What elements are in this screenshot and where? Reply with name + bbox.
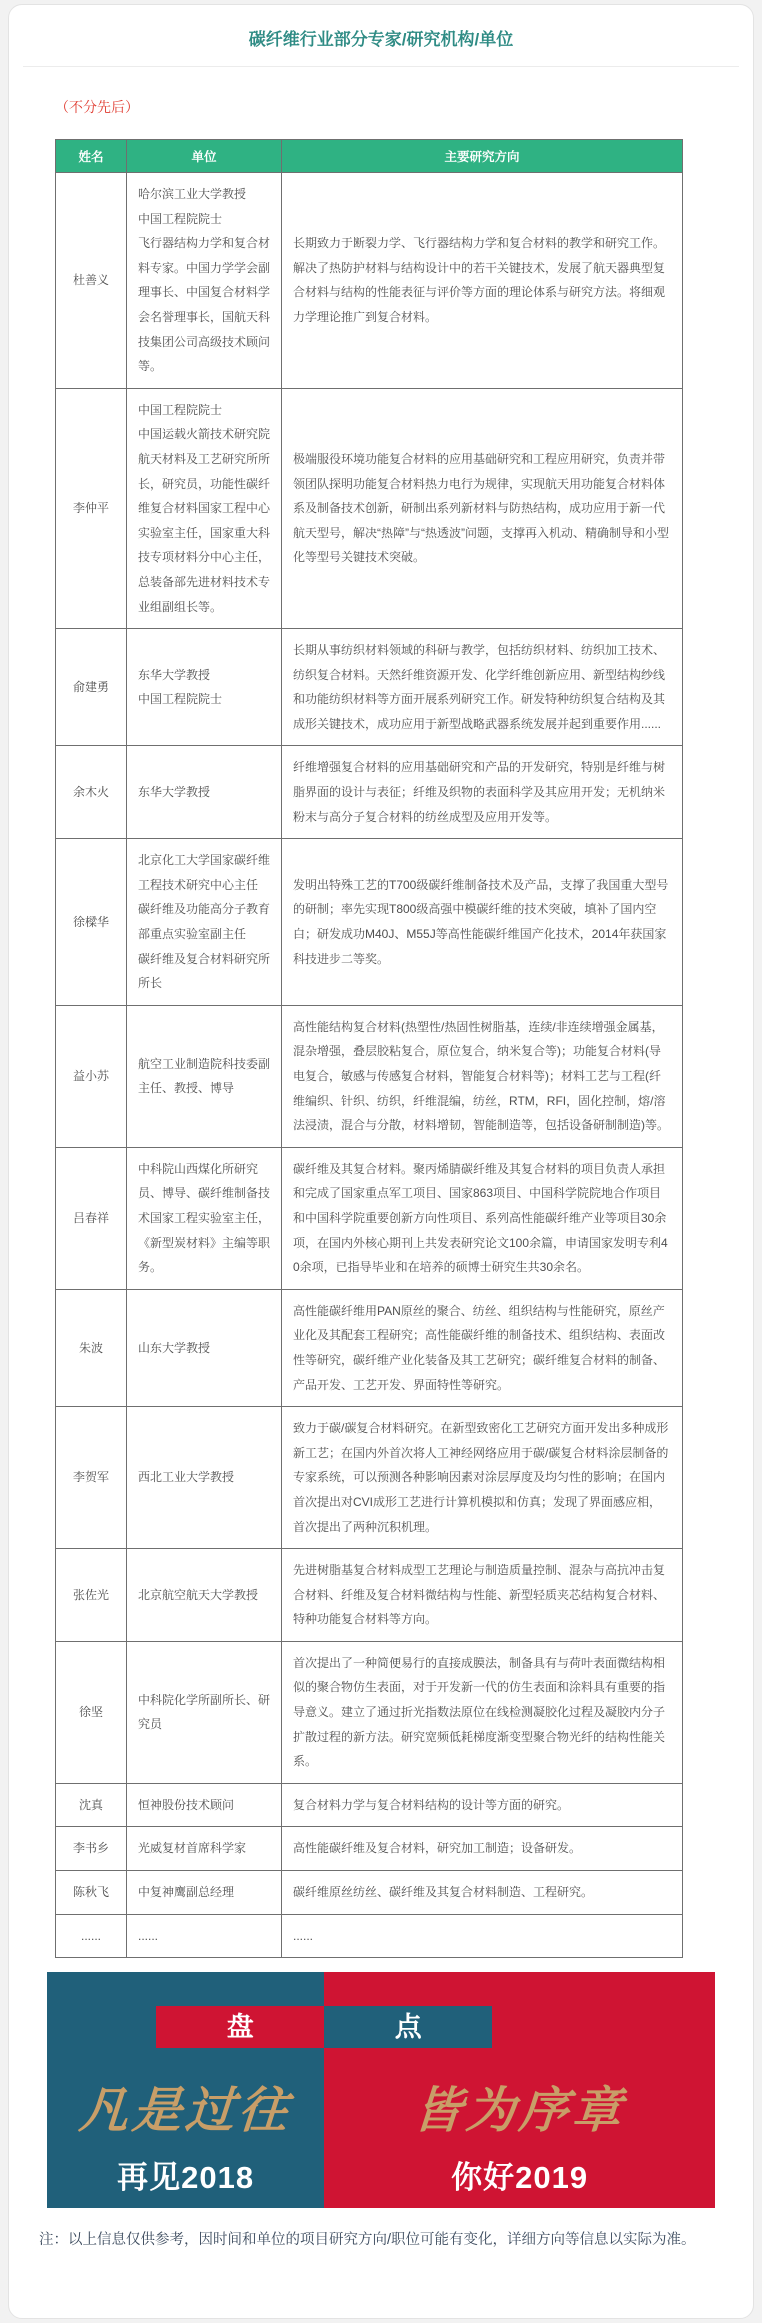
expert-unit: 光威复材首席科学家 bbox=[127, 1827, 282, 1871]
expert-unit: 西北工业大学教授 bbox=[127, 1407, 282, 1549]
expert-name: 朱波 bbox=[56, 1289, 127, 1406]
table-row bbox=[56, 173, 683, 389]
header-row bbox=[56, 140, 683, 173]
table-row bbox=[56, 1289, 683, 1406]
expert-unit: 山东大学教授 bbox=[127, 1289, 282, 1406]
expert-research: 复合材料力学与复合材料结构的设计等方面的研究。 bbox=[282, 1783, 683, 1827]
table-row bbox=[56, 1407, 683, 1549]
header-name: 姓名 bbox=[56, 140, 127, 173]
expert-name: 李贺军 bbox=[56, 1407, 127, 1549]
table-row bbox=[56, 1783, 683, 1827]
expert-unit: 中复神鹰副总经理 bbox=[127, 1871, 282, 1915]
expert-unit: 东华大学教授 中国工程院院士 bbox=[127, 629, 282, 746]
expert-unit: 中国工程院院士 中国运载火箭技术研究院航天材料及工艺研究所所长，研究员，功能性碳纤维复合材料国家工程中心实验室主任，国家重大科技专项材料分中心主任，总装备部先进材料技术专业组副组长等。 bbox=[127, 388, 282, 628]
table-row bbox=[56, 629, 683, 746]
table-row bbox=[56, 1005, 683, 1147]
expert-name: 沈真 bbox=[56, 1783, 127, 1827]
expert-unit: 哈尔滨工业大学教授 中国工程院院士 飞行器结构力学和复合材料专家。中国力学学会副理事长、中国复合材料学会名誉理事长，国航天科技集团公司高级技术顾问等。 bbox=[127, 173, 282, 389]
banner-right-panel bbox=[324, 1972, 715, 2208]
header-research: 主要研究方向 bbox=[282, 140, 683, 173]
experts-table-header bbox=[56, 140, 683, 173]
expert-unit: ...... bbox=[127, 1914, 282, 1958]
experts-table bbox=[55, 139, 683, 1958]
expert-name: 俞建勇 bbox=[56, 629, 127, 746]
expert-research: 纤维增强复合材料的应用基础研究和产品的开发研究，特别是纤维与树脂界面的设计与表征；纤维及织物的表面科学及其应用开发；无机纳米粉末与高分子复合材料的纺丝成型及应用开发等。 bbox=[282, 746, 683, 839]
expert-unit: 中科院化学所副所长、研究员 bbox=[127, 1641, 282, 1783]
page-title: 碳纤维行业部分专家/研究机构/单位 bbox=[248, 30, 514, 49]
expert-research: 高性能碳纤维及复合材料，研究加工制造；设备研发。 bbox=[282, 1827, 683, 1871]
table-row bbox=[56, 1147, 683, 1289]
table-row bbox=[56, 1827, 683, 1871]
table-row bbox=[56, 388, 683, 628]
expert-research: 长期致力于断裂力学、飞行器结构力学和复合材料的教学和研究工作。解决了热防护材料与结构设计中的若干关键技术，发展了航天器典型复合材料与结构的性能表征与评价等方面的理论体系与研究方法。将细观力学理论推广到复合材料。 bbox=[282, 173, 683, 389]
banner-slogan-left: 凡是过往 bbox=[77, 2081, 294, 2140]
expert-research: 高性能碳纤维用PAN原丝的聚合、纺丝、组织结构与性能研究，原丝产业化及其配套工程研究；高性能碳纤维的制备技术、组织结构、表面改性等研究，碳纤维产业化装备及其工艺研究；碳纤维复合材料的制备、产品开发、工艺开发、界面特性等研究。 bbox=[282, 1289, 683, 1406]
table-row bbox=[56, 1914, 683, 1958]
expert-unit: 航空工业制造院科技委副主任、教授、博导 bbox=[127, 1005, 282, 1147]
banner-slogan-right: 皆为序章 bbox=[411, 2081, 628, 2140]
banner-tag-dian: 点 bbox=[324, 2006, 492, 2048]
banner-year-right: 你好2019 bbox=[451, 2160, 589, 2196]
order-note: （不分先后） bbox=[55, 99, 139, 115]
expert-unit: 北京航空航天大学教授 bbox=[127, 1549, 282, 1642]
expert-unit: 东华大学教授 bbox=[127, 746, 282, 839]
expert-name: 徐樑华 bbox=[56, 839, 127, 1006]
expert-research: ...... bbox=[282, 1914, 683, 1958]
expert-name: 陈秋飞 bbox=[56, 1871, 127, 1915]
banner-year-left: 再见2018 bbox=[117, 2160, 255, 2196]
expert-name: 徐坚 bbox=[56, 1641, 127, 1783]
expert-unit: 北京化工大学国家碳纤维工程技术研究中心主任 碳纤维及功能高分子教育部重点实验室副主任 碳纤维及复合材料研究所所长 bbox=[127, 839, 282, 1006]
expert-name: 李仲平 bbox=[56, 388, 127, 628]
expert-research: 高性能结构复合材料(热塑性/热固性树脂基，连续/非连续增强金属基，混杂增强，叠层胶粘复合，原位复合，纳米复合等)；功能复合材料(导电复合，敏感与传感复合材料，智能复合材料等)；材料工艺与工程(纤维编织、针织、纺织，纤维混编，纺丝，RTM，RFI，固化控制，熔/溶法浸渍，混合与分散，材料增韧，智能制造等，包括设备研制制造)等。 bbox=[282, 1005, 683, 1147]
expert-unit: 恒神股份技术顾问 bbox=[127, 1783, 282, 1827]
article-card bbox=[8, 4, 754, 2319]
expert-name: 李书乡 bbox=[56, 1827, 127, 1871]
expert-name: 吕春祥 bbox=[56, 1147, 127, 1289]
expert-name: 益小苏 bbox=[56, 1005, 127, 1147]
table-row bbox=[56, 839, 683, 1006]
table-row bbox=[56, 1641, 683, 1783]
expert-research: 碳纤维原丝纺丝、碳纤维及其复合材料制造、工程研究。 bbox=[282, 1871, 683, 1915]
year-review-banner bbox=[47, 1972, 715, 2208]
table-row bbox=[56, 1549, 683, 1642]
experts-table-body bbox=[56, 173, 683, 1958]
table-row bbox=[56, 746, 683, 839]
expert-research: 首次提出了一种简便易行的直接成膜法，制备具有与荷叶表面微结构相似的聚合物仿生表面，对于开发新一代的仿生表面和涂料具有重要的指导意义。建立了通过折光指数法原位在线检测凝胶化过程及凝胶内分子扩散过程的新方法。研究宽频低耗梯度渐变型聚合物光纤的结构性能关系。 bbox=[282, 1641, 683, 1783]
expert-unit: 中科院山西煤化所研究员、博导、碳纤维制备技术国家工程实验室主任，《新型炭材料》主编等职务。 bbox=[127, 1147, 282, 1289]
table-row bbox=[56, 1871, 683, 1915]
expert-name: 杜善义 bbox=[56, 173, 127, 389]
header-unit: 单位 bbox=[127, 140, 282, 173]
expert-research: 长期从事纺织材料领域的科研与教学，包括纺织材料、纺织加工技术、纺织复合材料。天然纤维资源开发、化学纤维创新应用、新型结构纱线和功能纺织材料等方面开展系列研究工作。研发特种纺织复合结构及其成形关键技术，成功应用于新型战略武器系统发展并起到重要作用...... bbox=[282, 629, 683, 746]
expert-name: ...... bbox=[56, 1914, 127, 1958]
banner-left-panel bbox=[47, 1972, 324, 2208]
expert-research: 发明出特殊工艺的T700级碳纤维制备技术及产品，支撑了我国重大型号的研制；率先实现T800级高强中模碳纤维的技术突破，填补了国内空白；研发成功M40J、M55J等高性能碳纤维国产化技术，2014年获国家科技进步二等奖。 bbox=[282, 839, 683, 1006]
disclaimer-note: 注：以上信息仅供参考，因时间和单位的项目研究方向/职位可能有变化，详细方向等信息以实际为准。 bbox=[39, 2232, 696, 2249]
expert-research: 先进树脂基复合材料成型工艺理论与制造质量控制、混杂与高抗冲击复合材料、纤维及复合材料微结构与性能、新型轻质夹芯结构复合材料、特种功能复合材料等方向。 bbox=[282, 1549, 683, 1642]
expert-name: 张佐光 bbox=[56, 1549, 127, 1642]
expert-research: 碳纤维及其复合材料。聚丙烯腈碳纤维及其复合材料的项目负责人承担和完成了国家重点军工项目、国家863项目、中国科学院院地合作项目和中国科学院重要创新方向性项目、系列高性能碳纤维产业等项目30余项，在国内外核心期刊上共发表研究论文100余篇，申请国家发明专利40余项，已指导毕业和在培养的硕博士研究生共30余名。 bbox=[282, 1147, 683, 1289]
expert-name: 余木火 bbox=[56, 746, 127, 839]
expert-research: 极端服役环境功能复合材料的应用基础研究和工程应用研究，负责并带领团队探明功能复合材料热力电行为规律，实现航天用功能复合材料体系及制备技术创新，研制出系列新材料与防热结构，成功应用于新一代航天型号，解决“热障”与“热透波”问题，支撑再入机动、精确制导和小型化等型号关键技术突破。 bbox=[282, 388, 683, 628]
title-divider bbox=[23, 66, 739, 67]
expert-research: 致力于碳/碳复合材料研究。在新型致密化工艺研究方面开发出多种成形新工艺；在国内外首次将人工神经网络应用于碳/碳复合材料涂层制备的专家系统，可以预测各种影响因素对涂层厚度及均匀性的影响；在国内首次提出对CVI成形工艺进行计算机模拟和仿真；发现了界面感应相，首次提出了两种沉积机理。 bbox=[282, 1407, 683, 1549]
banner-tag-pan: 盘 bbox=[156, 2006, 324, 2048]
